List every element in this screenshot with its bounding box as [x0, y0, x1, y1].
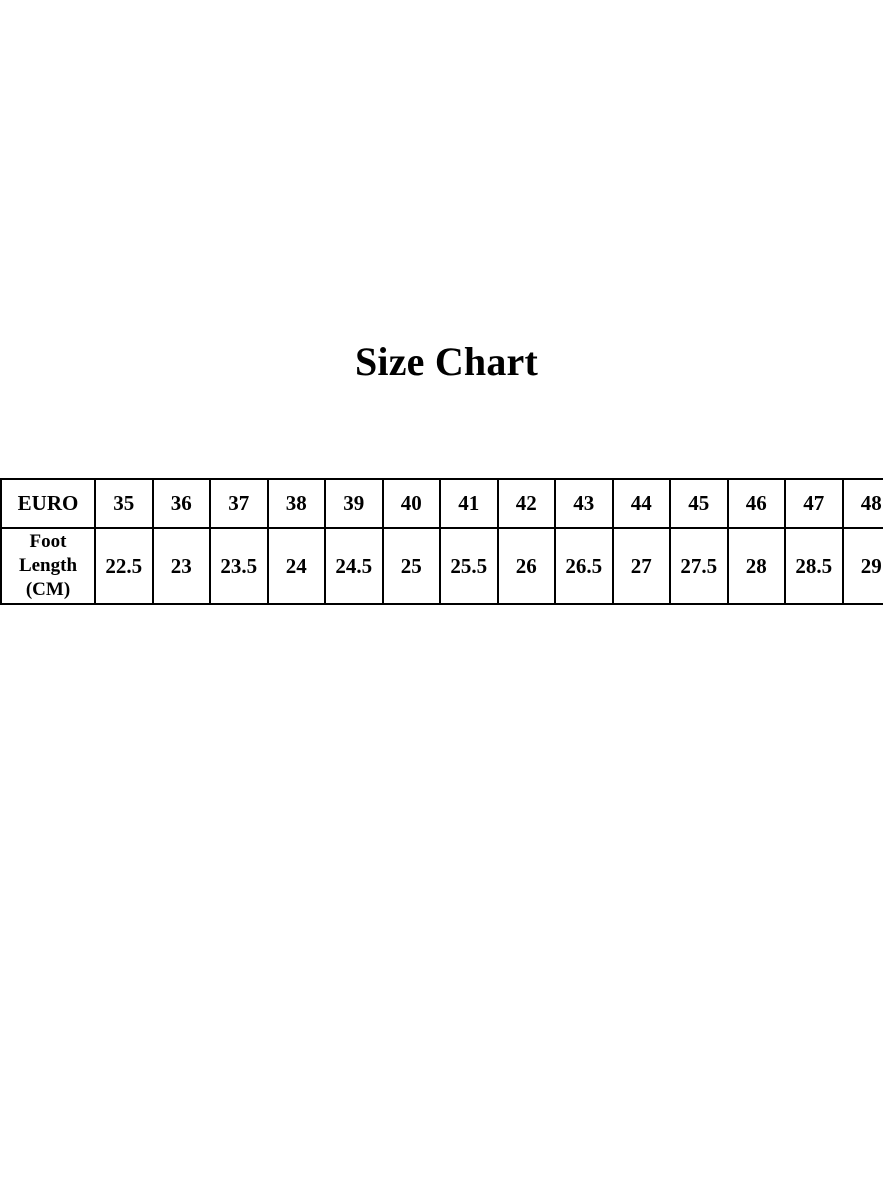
euro-size-cell: 45 — [670, 479, 728, 528]
foot-length-cell: 25 — [383, 528, 441, 604]
foot-length-cell: 22.5 — [95, 528, 153, 604]
size-chart-table — [0, 478, 883, 605]
euro-size-cell: 35 — [95, 479, 153, 528]
foot-length-label-line3: (CM) — [25, 579, 71, 600]
foot-length-cell: 24.5 — [325, 528, 383, 604]
table-row-foot-length — [1, 528, 883, 604]
euro-size-cell: 41 — [440, 479, 498, 528]
foot-length-cell: 23.5 — [210, 528, 268, 604]
foot-length-cell: 27.5 — [670, 528, 728, 604]
size-chart-title: Size Chart — [354, 339, 539, 384]
foot-length-label-line2: Length — [18, 555, 78, 576]
euro-size-cell: 46 — [728, 479, 786, 528]
table-row-euro — [1, 479, 883, 528]
row-header-foot-length — [1, 528, 95, 604]
euro-size-cell: 40 — [383, 479, 441, 528]
foot-length-cell: 25.5 — [440, 528, 498, 604]
euro-size-cell: 47 — [785, 479, 843, 528]
foot-length-label-line1: Foot — [29, 531, 67, 552]
foot-length-cell: 23 — [153, 528, 211, 604]
euro-size-cell: 42 — [498, 479, 556, 528]
euro-size-cell: 43 — [555, 479, 613, 528]
foot-length-cell: 28.5 — [785, 528, 843, 604]
euro-size-cell: 37 — [210, 479, 268, 528]
foot-length-cell: 27 — [613, 528, 671, 604]
euro-size-cell: 39 — [325, 479, 383, 528]
foot-length-cell: 26.5 — [555, 528, 613, 604]
euro-size-cell: 36 — [153, 479, 211, 528]
euro-size-cell: 44 — [613, 479, 671, 528]
euro-size-cell: 38 — [268, 479, 326, 528]
foot-length-cell: 29 — [843, 528, 883, 604]
foot-length-cell: 28 — [728, 528, 786, 604]
foot-length-cell: 24 — [268, 528, 326, 604]
row-header-euro: EURO — [1, 479, 95, 528]
foot-length-cell: 26 — [498, 528, 556, 604]
euro-size-cell: 48 — [843, 479, 883, 528]
